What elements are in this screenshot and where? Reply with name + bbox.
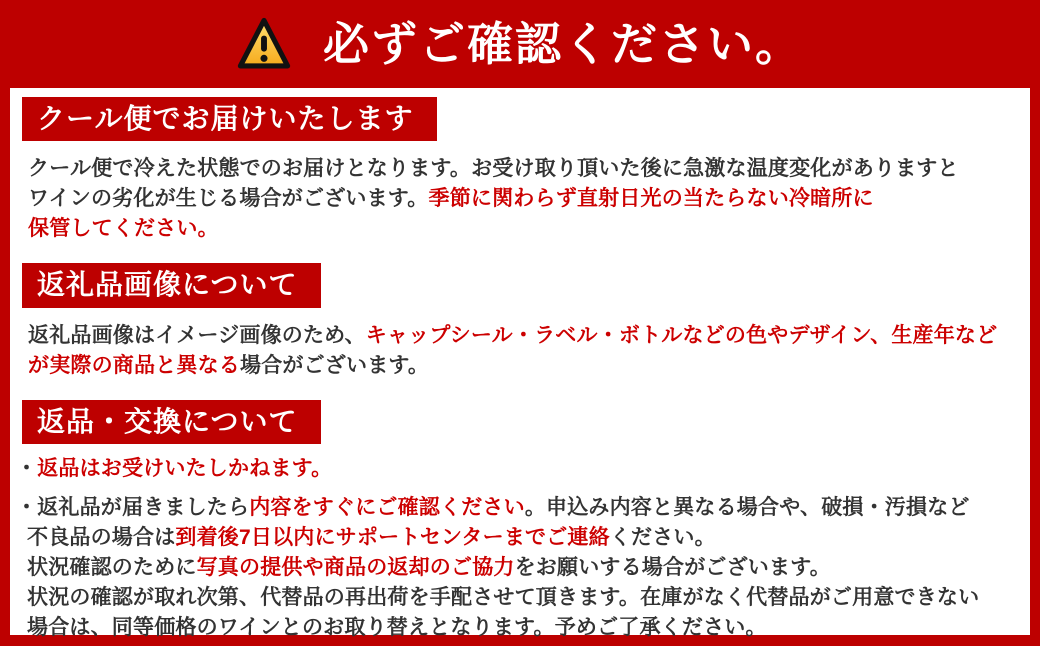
section-body-gift-image <box>28 321 1012 381</box>
text-line <box>28 351 1012 381</box>
section-returns-exchange <box>16 400 1012 643</box>
text-segment: 季節に関わらず直射日光の当たらない冷暗所に <box>428 187 874 211</box>
text-segment: をお願いする場合がございます。 <box>514 556 831 580</box>
text-line <box>28 154 1012 184</box>
text-segment: 写真の提供や商品の返却のご協力 <box>196 556 515 580</box>
text-segment: 場合は、同等価格のワインとのお取り替えとなります。予めご了承ください。 <box>27 616 767 640</box>
section-title-cool-delivery: クール便でお届けいたします <box>22 97 437 141</box>
text-segment: ・ <box>16 457 38 481</box>
text-segment: 到着後7日以内にサポートセンターまでご連絡 <box>175 526 610 550</box>
section-gift-image <box>22 263 1012 380</box>
text-line <box>28 321 1012 351</box>
text-segment: ワインの劣化が生じる場合がございます。 <box>28 187 429 211</box>
section-title-returns-exchange: 返品・交換について <box>22 400 321 444</box>
text-segment: 保管してください。 <box>28 217 219 241</box>
text-segment: 場合がございます。 <box>240 353 430 377</box>
text-line <box>16 523 1012 553</box>
text-segment: クール便で冷えた状態でのお届けとなります。お受け取り頂いた後に急激な温度変化がありますと <box>28 157 959 181</box>
section-cool-delivery <box>22 97 1012 244</box>
text-segment: 返品はお受けいたしかねます。 <box>37 457 333 481</box>
text-segment: ください。 <box>609 526 716 550</box>
warning-triangle-icon <box>237 15 291 73</box>
section-body-cool-delivery <box>28 154 1012 244</box>
page-header <box>0 0 1040 88</box>
text-segment: 状況確認のために <box>27 556 197 580</box>
section-body-returns-exchange <box>16 454 1012 643</box>
content-panel <box>10 88 1030 640</box>
text-segment: が実際の商品と異なる <box>28 353 240 377</box>
text-segment: キャップシール・ラベル・ボトルなどの色やデザイン、生産年など <box>365 323 998 347</box>
text-line <box>28 184 1012 214</box>
text-segment: 状況の確認が取れ次第、代替品の再出荷を手配させて頂きます。在庫がなく代替品がご用意できない <box>27 586 980 610</box>
section-title-gift-image: 返礼品画像について <box>22 263 321 307</box>
text-line <box>16 613 1012 643</box>
text-line <box>16 583 1012 613</box>
text-segment: 不良品の場合は <box>27 526 176 550</box>
text-line <box>16 454 1012 484</box>
text-segment: 。申込み内容と異なる場合や、破損・汚損など <box>524 496 970 520</box>
text-segment: ・返礼品が届きましたら <box>16 496 250 520</box>
text-line <box>16 493 1012 523</box>
text-line <box>28 214 1012 244</box>
text-segment: 内容をすぐにご確認ください <box>249 496 525 520</box>
text-line <box>16 553 1012 583</box>
text-segment: 返礼品画像はイメージ画像のため、 <box>28 323 366 347</box>
page-title: 必ずご確認ください。 <box>323 18 803 70</box>
